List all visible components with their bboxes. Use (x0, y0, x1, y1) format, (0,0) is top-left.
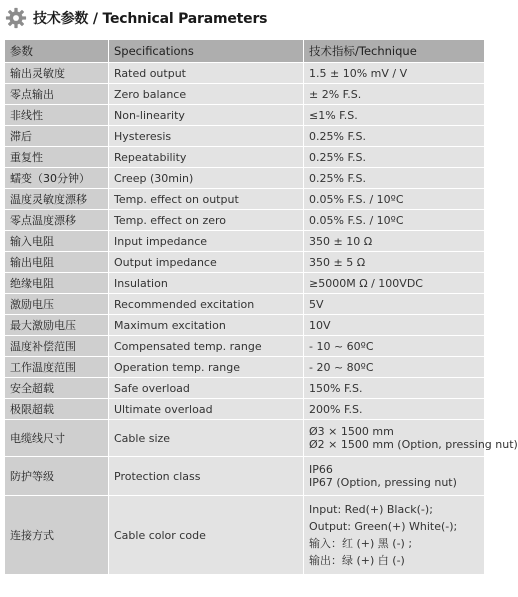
row-value: - 20 ~ 80ºC (304, 357, 485, 378)
row-value: ± 2% F.S. (304, 84, 485, 105)
row-label-en: Protection class (109, 457, 304, 496)
row-value: - 10 ~ 60ºC (304, 336, 485, 357)
row-label-en: Non-linearity (109, 105, 304, 126)
page-title: 技术参数 / Technical Parameters (33, 11, 268, 27)
row-label-cn: 温度补偿范围 (5, 336, 109, 357)
column-header-specifications: Specifications (109, 40, 304, 63)
table-row (5, 378, 485, 399)
column-header-parameter: 参数 (5, 40, 109, 63)
cable-color-line: Input: Red(+) Black(-); (309, 503, 433, 516)
row-value: 5V (304, 294, 485, 315)
row-label-cn: 温度灵敏度漂移 (5, 189, 109, 210)
row-label-en: Temp. effect on output (109, 189, 304, 210)
column-header-technique: 技术指标/Technique (304, 40, 485, 63)
row-value: 150% F.S. (304, 378, 485, 399)
row-value: 0.05% F.S. / 10ºC (304, 189, 485, 210)
row-label-en: Cable size (109, 420, 304, 457)
row-label-en: Compensated temp. range (109, 336, 304, 357)
row-value: 0.25% F.S. (304, 147, 485, 168)
row-label-cn: 非线性 (5, 105, 109, 126)
table-row (5, 357, 485, 378)
row-label-cn: 零点温度漂移 (5, 210, 109, 231)
row-label-cn: 防护等级 (5, 457, 109, 496)
row-value: 350 ± 10 Ω (304, 231, 485, 252)
row-label-cn: 连接方式 (5, 496, 109, 575)
row-label-cn: 滞后 (5, 126, 109, 147)
cable-color-line: 输入：红 (+) 黑 (-) ; (309, 537, 413, 550)
row-value: 0.25% F.S. (304, 126, 485, 147)
row-label-en: Repeatability (109, 147, 304, 168)
section-header (0, 0, 490, 36)
table-row (5, 231, 485, 252)
table-row (5, 294, 485, 315)
table-row (5, 147, 485, 168)
row-label-cn: 绝缘电阻 (5, 273, 109, 294)
table-row (5, 168, 485, 189)
table-row (5, 399, 485, 420)
row-label-cn: 蠕变（30分钟） (5, 168, 109, 189)
row-value: 350 ± 5 Ω (304, 252, 485, 273)
table-row (5, 315, 485, 336)
table-row (5, 63, 485, 84)
row-label-en: Insulation (109, 273, 304, 294)
table-row (5, 273, 485, 294)
row-value: 10V (304, 315, 485, 336)
row-label-cn: 重复性 (5, 147, 109, 168)
row-label-en: Operation temp. range (109, 357, 304, 378)
table-header-row (5, 40, 485, 63)
row-value-multiline (304, 420, 518, 457)
table-row-cable-size (5, 420, 485, 457)
table-row (5, 126, 485, 147)
table-row (5, 84, 485, 105)
row-label-cn: 输出电阻 (5, 252, 109, 273)
row-label-en: Hysteresis (109, 126, 304, 147)
row-label-en: Cable color code (109, 496, 304, 575)
protection-line: IP67 (Option, pressing nut) (309, 476, 457, 489)
row-label-cn: 输入电阻 (5, 231, 109, 252)
table-row-cable-color (5, 496, 485, 575)
row-value: 200% F.S. (304, 399, 485, 420)
row-label-en: Zero balance (109, 84, 304, 105)
table-row (5, 189, 485, 210)
row-label-cn: 安全超载 (5, 378, 109, 399)
row-value: 1.5 ± 10% mV / V (304, 63, 485, 84)
row-label-en: Temp. effect on zero (109, 210, 304, 231)
row-value-multiline (304, 496, 485, 575)
cable-color-line: 输出：绿 (+) 白 (-) (309, 554, 405, 567)
row-label-en: Output impedance (109, 252, 304, 273)
row-label-cn: 零点输出 (5, 84, 109, 105)
row-value: ≥5000M Ω / 100VDC (304, 273, 485, 294)
row-label-en: Creep (30min) (109, 168, 304, 189)
row-label-en: Recommended excitation (109, 294, 304, 315)
table-row-protection (5, 457, 485, 496)
row-value-multiline (304, 457, 485, 496)
row-value: 0.25% F.S. (304, 168, 485, 189)
cable-size-line: Ø3 × 1500 mm (309, 425, 394, 438)
row-label-cn: 工作温度范围 (5, 357, 109, 378)
row-label-cn: 输出灵敏度 (5, 63, 109, 84)
gear-icon (5, 7, 27, 29)
row-label-cn: 激励电压 (5, 294, 109, 315)
row-label-cn: 极限超载 (5, 399, 109, 420)
row-value: ≤1% F.S. (304, 105, 485, 126)
protection-line: IP66 (309, 463, 333, 476)
row-label-en: Maximum excitation (109, 315, 304, 336)
table-row (5, 105, 485, 126)
table-row (5, 210, 485, 231)
table-row (5, 252, 485, 273)
row-label-en: Input impedance (109, 231, 304, 252)
technical-parameters-table (4, 39, 518, 575)
row-label-cn: 电缆线尺寸 (5, 420, 109, 457)
row-label-en: Safe overload (109, 378, 304, 399)
table-row (5, 336, 485, 357)
row-value: 0.05% F.S. / 10ºC (304, 210, 485, 231)
cable-size-line: Ø2 × 1500 mm (Option, pressing nut) (309, 438, 518, 451)
row-label-cn: 最大激励电压 (5, 315, 109, 336)
row-label-en: Rated output (109, 63, 304, 84)
row-label-en: Ultimate overload (109, 399, 304, 420)
cable-color-line: Output: Green(+) White(-); (309, 520, 458, 533)
